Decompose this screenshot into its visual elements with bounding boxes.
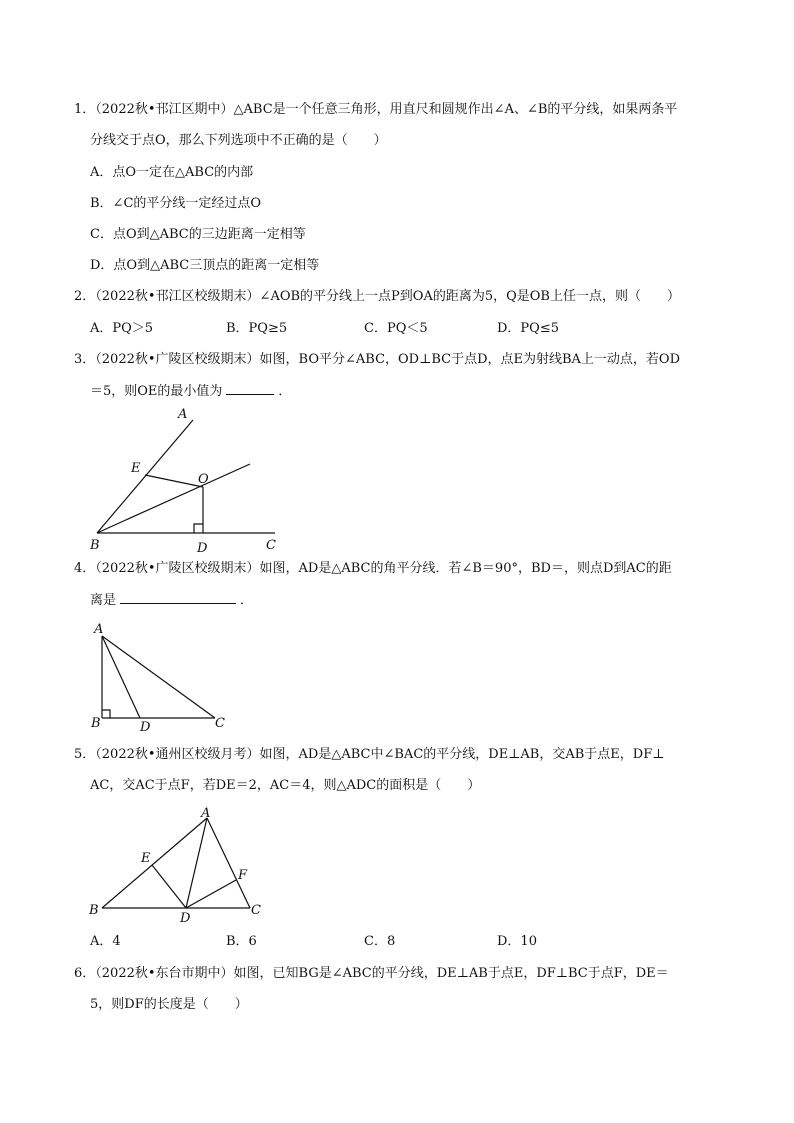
q4-bisector-ad (102, 636, 140, 718)
q2-options-row (0, 320, 794, 338)
q6-text-1: 如图，已知BG是∠ABC的平分线，DE⊥AB于点E，DF⊥BC于点F，DE＝ (233, 966, 669, 981)
q3-text-3: ． (278, 384, 292, 399)
q3-text-2: ＝5，则OE的最小值为 (90, 384, 223, 399)
q3-stem-line-2 (90, 382, 291, 401)
q3-stem-line-1 (74, 351, 680, 369)
q5-label-c: C (251, 903, 261, 918)
q1-option-b[interactable]: B．∠C的平分线一定经过点O (90, 196, 262, 211)
q5-option-b[interactable]: B．6 (226, 934, 257, 949)
q1-option-d[interactable]: D．点O到△ABC三顶点的距离一定相等 (90, 258, 320, 273)
q3-label-o: O (198, 472, 209, 487)
q1-text-1: △ABC是一个任意三角形，用直尺和圆规作出∠A、∠B的平分线，如果两条平 (233, 102, 678, 117)
q5-side-ab (102, 818, 207, 908)
q5-source: （2022秋•通州区校级月考） (95, 747, 260, 762)
q5-label-e: E (141, 851, 151, 866)
q2-option-a[interactable]: A．PQ＞5 (90, 321, 154, 336)
q1-option-c[interactable]: C．点O到△ABC的三边距离一定相等 (90, 227, 306, 242)
q6-source: （2022秋•东台市期中） (95, 966, 234, 981)
q4-label-a: A (94, 622, 104, 637)
q1-stem-line-1 (74, 101, 677, 119)
q2-source: （2022秋•邗江区校级期末） (95, 289, 260, 304)
q5-label-d: D (180, 911, 191, 926)
q4-label-d: D (140, 720, 151, 735)
q4-text-2: 离是 (90, 593, 117, 608)
q3-label-b: B (90, 538, 100, 553)
q4-number: 4． (74, 561, 96, 576)
q6-number: 6． (74, 966, 96, 981)
q5-bisector-ad (186, 818, 207, 908)
q4-stem-line-2 (90, 591, 253, 610)
q5-option-a[interactable]: A．4 (90, 934, 121, 949)
q6-stem-line-1 (74, 965, 669, 983)
q4-answer-blank[interactable] (120, 591, 236, 604)
q1-source: （2022秋•邗江区期中） (95, 102, 234, 117)
q2-number: 2． (74, 289, 96, 304)
q1-stem-line-2: 分线交于点O，那么下列选项中不正确的是（ ） (90, 133, 387, 148)
q3-right-angle-mark (194, 524, 203, 533)
q5-label-a: A (201, 806, 211, 821)
q4-text-3: ． (240, 593, 254, 608)
q2-stem-line-1 (74, 288, 680, 306)
q1-number: 1． (74, 102, 96, 117)
q3-text-1: 如图，BO平分∠ABC，OD⊥BC于点D，点E为射线BA上一动点，若OD (259, 352, 681, 367)
q5-label-f: F (238, 868, 248, 883)
q3-source: （2022秋•广陵区校级期末） (95, 352, 260, 367)
q4-stem-line-1 (74, 560, 672, 578)
q2-option-b[interactable]: B．PQ≥5 (226, 321, 288, 336)
q3-ray-ba (97, 420, 193, 533)
q1-option-a[interactable]: A．点O一定在△ABC的内部 (90, 165, 254, 180)
q2-option-c[interactable]: C．PQ＜5 (364, 321, 428, 336)
q3-label-c: C (266, 538, 276, 553)
q3-label-d: D (197, 541, 208, 556)
q4-right-angle-mark (102, 710, 110, 718)
q2-option-d[interactable]: D．PQ≤5 (497, 321, 559, 336)
q5-perpendicular-de (152, 865, 186, 908)
q2-text-1: ∠AOB的平分线上一点P到OA的距离为5，Q是OB上任一点，则（ ） (259, 289, 680, 304)
q5-text-1: 如图，AD是△ABC中∠BAC的平分线，DE⊥AB，交AB于点E，DF⊥ (259, 747, 665, 762)
q5-perpendicular-df (186, 880, 236, 908)
q6-stem-line-2: 5，则DF的长度是（ ） (90, 997, 248, 1012)
q3-ray-bo (97, 464, 250, 533)
q4-source: （2022秋•广陵区校级期末） (95, 561, 260, 576)
q5-option-d[interactable]: D．10 (497, 934, 537, 949)
q3-label-a: A (178, 407, 188, 422)
q4-label-c: C (215, 716, 225, 731)
q3-segment-eo (145, 475, 203, 487)
q5-stem-line-2: AC，交AC于点F，若DE＝2，AC＝4，则△ADC的面积是（ ） (90, 778, 481, 793)
q5-options-row (0, 933, 794, 951)
q4-text-1: 如图，AD是△ABC的角平分线．若∠B＝90°，BD＝，则点D到AC的距 (259, 561, 672, 576)
q3-number: 3． (74, 352, 96, 367)
q4-side-ac (102, 636, 215, 718)
q5-option-c[interactable]: C．8 (364, 934, 396, 949)
q3-answer-blank[interactable] (226, 382, 274, 395)
q3-label-e: E (131, 461, 141, 476)
q5-stem-line-1 (74, 746, 664, 764)
q5-side-ac (207, 818, 250, 908)
q5-label-b: B (89, 903, 99, 918)
q4-label-b: B (91, 716, 101, 731)
q5-number: 5． (74, 747, 96, 762)
